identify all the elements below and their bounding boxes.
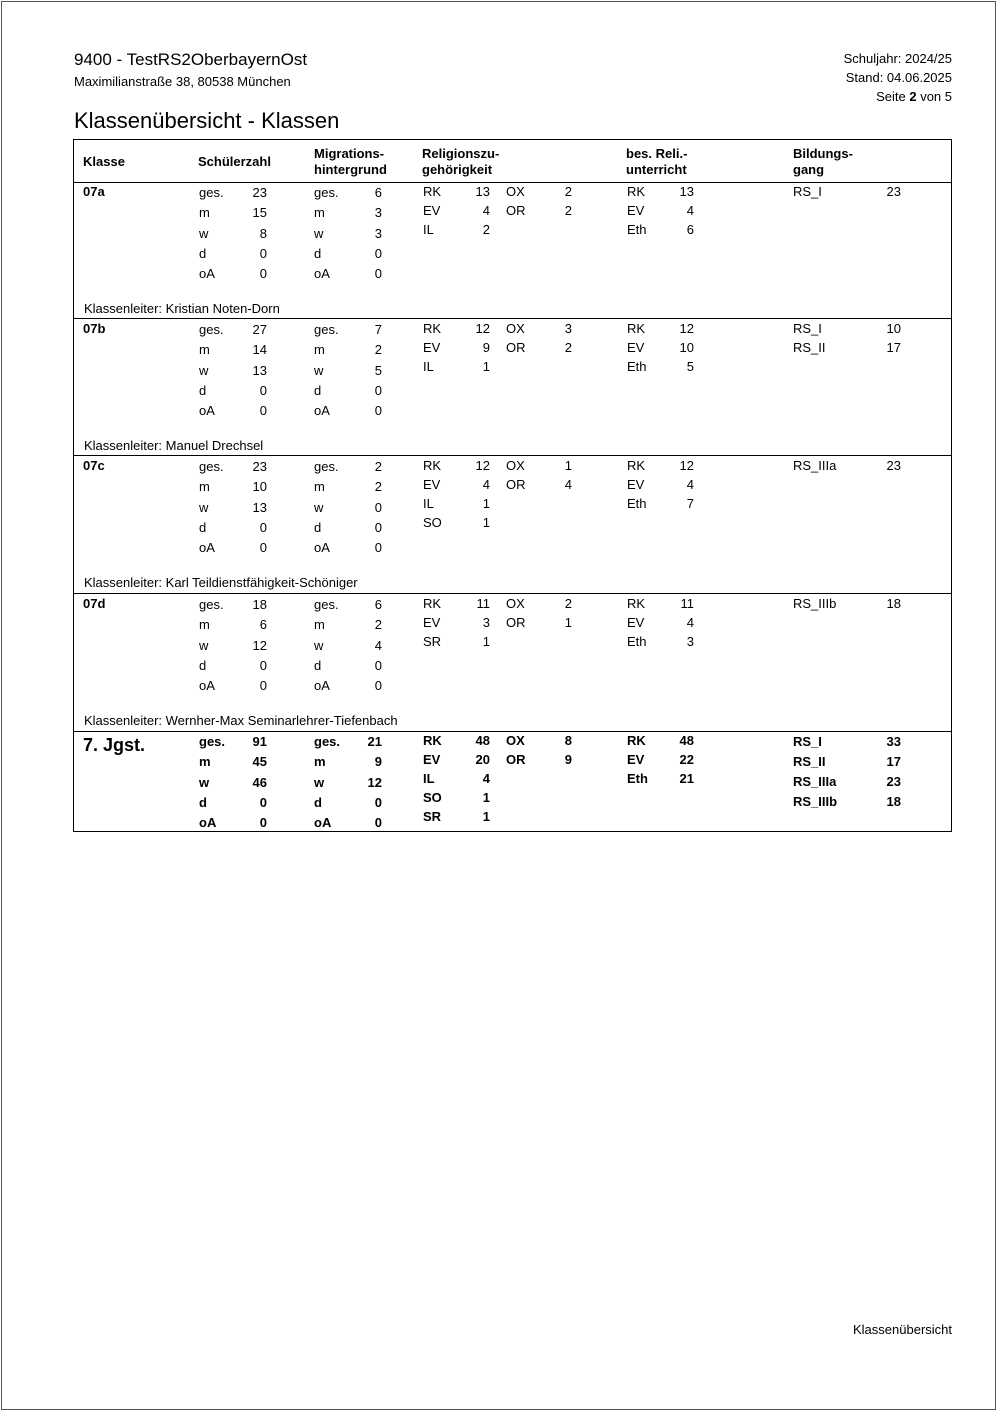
students-label: ges. (199, 734, 226, 749)
besreli-value: 12 (679, 458, 694, 473)
bildung-value: 18 (886, 596, 901, 611)
students-value: 10 (252, 479, 267, 494)
students-value: 46 (252, 775, 267, 790)
students-label: d (199, 520, 207, 535)
migration-label: oA (314, 678, 330, 693)
religion-label: RK (423, 321, 442, 336)
religion-label: IL (423, 496, 434, 511)
religion-value: 12 (475, 321, 490, 336)
total-divider (73, 731, 952, 732)
religion-other-value: 3 (564, 321, 572, 336)
students-label: d (199, 246, 207, 261)
bildung-label: RS_I (793, 734, 822, 749)
students-value: 14 (252, 342, 267, 357)
religion-label: EV (423, 615, 441, 630)
migration-label: m (314, 342, 325, 357)
migration-label: w (314, 500, 324, 515)
besreli-value: 4 (686, 615, 694, 630)
students-value: 8 (259, 226, 267, 241)
migration-value: 21 (367, 734, 382, 749)
besreli-label: EV (627, 752, 645, 767)
students-label: w (199, 226, 209, 241)
besreli-value: 4 (686, 477, 694, 492)
students-value: 0 (259, 815, 267, 830)
bildung-value: 33 (886, 734, 901, 749)
migration-label: oA (314, 815, 332, 830)
students-label: w (199, 638, 209, 653)
migration-label: d (314, 246, 322, 261)
migration-label: w (314, 363, 324, 378)
section-divider (73, 318, 952, 319)
migration-value: 6 (374, 597, 382, 612)
religion-other-label: OX (506, 596, 525, 611)
migration-label: ges. (314, 322, 339, 337)
migration-label: w (314, 638, 324, 653)
migration-label: d (314, 520, 322, 535)
religion-value: 11 (476, 596, 490, 611)
bildung-label: RS_IIIa (793, 774, 837, 789)
religion-other-value: 1 (564, 458, 572, 473)
class-name: 07b (83, 321, 106, 336)
bildung-value: 23 (886, 184, 901, 199)
bildung-label: RS_IIIb (793, 596, 837, 611)
students-value: 0 (259, 795, 267, 810)
migration-value: 0 (374, 500, 382, 515)
students-label: m (199, 754, 211, 769)
bildung-value: 18 (886, 794, 901, 809)
religion-label: IL (423, 359, 434, 374)
class-teacher: Klassenleiter: Karl Teildienstfähigkeit-Schöniger (84, 575, 358, 590)
religion-label: SR (423, 809, 442, 824)
bildung-value: 17 (886, 754, 901, 769)
religion-value: 4 (482, 203, 490, 218)
migration-value: 3 (374, 226, 382, 241)
religion-label: EV (423, 752, 441, 767)
students-label: oA (199, 403, 215, 418)
religion-other-value: 2 (564, 203, 572, 218)
class-name: 07d (83, 596, 106, 611)
col-migration: Migrations- hintergrund (314, 146, 387, 177)
religion-value: 48 (475, 733, 490, 748)
religion-value: 1 (482, 790, 490, 805)
bildung-value: 23 (886, 774, 901, 789)
class-name: 07a (83, 184, 105, 199)
bildung-label: RS_I (793, 184, 822, 199)
students-value: 15 (252, 205, 267, 220)
students-value: 0 (259, 658, 267, 673)
besreli-label: RK (627, 733, 646, 748)
religion-label: EV (423, 203, 441, 218)
migration-value: 0 (374, 520, 382, 535)
religion-other-label: OX (506, 321, 525, 336)
religion-other-label: OX (506, 184, 525, 199)
students-label: d (199, 795, 207, 810)
migration-label: ges. (314, 185, 339, 200)
migration-label: m (314, 617, 325, 632)
migration-value: 0 (374, 403, 382, 418)
students-label: m (199, 205, 210, 220)
migration-label: oA (314, 403, 330, 418)
footer-label: Klassenübersicht (853, 1322, 952, 1337)
religion-value: 1 (482, 809, 490, 824)
religion-other-value: 2 (564, 184, 572, 199)
students-label: m (199, 342, 210, 357)
school-name: 9400 - TestRS2OberbayernOst (74, 50, 308, 69)
migration-value: 0 (374, 678, 382, 693)
besreli-value: 48 (679, 733, 694, 748)
students-value: 6 (259, 617, 267, 632)
religion-value: 4 (482, 771, 490, 786)
besreli-label: EV (627, 615, 645, 630)
migration-label: d (314, 658, 322, 673)
religion-label: RK (423, 458, 442, 473)
bildung-value: 23 (886, 458, 901, 473)
migration-label: ges. (314, 459, 339, 474)
migration-value: 9 (374, 754, 382, 769)
besreli-value: 4 (686, 203, 694, 218)
besreli-value: 21 (679, 771, 694, 786)
migration-label: oA (314, 540, 330, 555)
besreli-value: 11 (680, 596, 694, 611)
besreli-label: Eth (627, 222, 647, 237)
besreli-value: 10 (679, 340, 694, 355)
students-value: 13 (252, 363, 267, 378)
besreli-label: RK (627, 184, 646, 199)
besreli-label: EV (627, 203, 645, 218)
migration-label: ges. (314, 734, 341, 749)
religion-other-label: OR (506, 203, 526, 218)
students-label: m (199, 479, 210, 494)
migration-value: 2 (374, 459, 382, 474)
students-label: oA (199, 540, 215, 555)
col-bildung: Bildungs- gang (793, 146, 853, 177)
migration-value: 0 (374, 246, 382, 261)
migration-label: d (314, 795, 322, 810)
religion-other-label: OR (506, 340, 526, 355)
religion-label: SO (423, 790, 442, 805)
besreli-label: Eth (627, 359, 647, 374)
school-year: Schuljahr: 2024/25 (843, 51, 952, 66)
migration-label: d (314, 383, 322, 398)
religion-label: SR (423, 634, 442, 649)
students-value: 0 (259, 246, 267, 261)
religion-other-label: OR (506, 615, 526, 630)
religion-other-value: 1 (564, 615, 572, 630)
students-value: 0 (259, 678, 267, 693)
migration-value: 0 (374, 658, 382, 673)
religion-value: 12 (475, 458, 490, 473)
migration-label: w (314, 226, 324, 241)
migration-label: ges. (314, 597, 339, 612)
religion-other-label: OX (506, 458, 525, 473)
students-label: ges. (199, 322, 224, 337)
religion-value: 1 (482, 359, 490, 374)
migration-value: 2 (374, 479, 382, 494)
students-label: ges. (199, 597, 224, 612)
religion-other-label: OR (506, 752, 526, 767)
class-teacher: Klassenleiter: Wernher-Max Seminarlehrer-Tiefenbach (84, 713, 398, 728)
class-teacher: Klassenleiter: Kristian Noten-Dorn (84, 301, 280, 316)
migration-value: 0 (374, 795, 382, 810)
students-value: 0 (259, 540, 267, 555)
bildung-label: RS_IIIa (793, 458, 837, 473)
migration-value: 12 (367, 775, 382, 790)
religion-value: 3 (482, 615, 490, 630)
section-divider (73, 593, 952, 594)
col-besreli: bes. Reli.- unterricht (626, 146, 688, 177)
religion-label: EV (423, 477, 441, 492)
migration-label: m (314, 479, 325, 494)
besreli-value: 12 (679, 321, 694, 336)
bildung-label: RS_II (793, 754, 826, 769)
students-label: oA (199, 266, 215, 281)
col-klasse: Klasse (83, 154, 125, 169)
bildung-label: RS_IIIb (793, 794, 838, 809)
religion-other-value: 2 (564, 596, 572, 611)
besreli-label: RK (627, 321, 646, 336)
students-value: 0 (259, 403, 267, 418)
migration-value: 7 (374, 322, 382, 337)
religion-label: RK (423, 733, 442, 748)
migration-value: 3 (374, 205, 382, 220)
religion-label: EV (423, 340, 441, 355)
besreli-value: 5 (686, 359, 694, 374)
students-label: w (199, 775, 210, 790)
students-value: 13 (252, 500, 267, 515)
students-value: 18 (252, 597, 267, 612)
bildung-label: RS_I (793, 321, 822, 336)
class-name: 07c (83, 458, 105, 473)
migration-label: m (314, 754, 326, 769)
besreli-label: EV (627, 477, 645, 492)
students-value: 0 (259, 520, 267, 535)
besreli-value: 3 (686, 634, 694, 649)
bildung-label: RS_II (793, 340, 826, 355)
total-label: 7. Jgst. (83, 735, 146, 755)
bildung-value: 17 (886, 340, 901, 355)
migration-value: 2 (374, 342, 382, 357)
students-value: 45 (252, 754, 267, 769)
migration-value: 2 (374, 617, 382, 632)
students-label: m (199, 617, 210, 632)
migration-value: 5 (374, 363, 382, 378)
migration-value: 0 (374, 815, 382, 830)
besreli-value: 22 (679, 752, 694, 767)
religion-label: IL (423, 771, 435, 786)
class-teacher: Klassenleiter: Manuel Drechsel (84, 438, 264, 453)
students-label: w (199, 500, 209, 515)
students-value: 23 (252, 459, 267, 474)
religion-label: RK (423, 596, 442, 611)
bildung-value: 10 (886, 321, 901, 336)
students-value: 27 (252, 322, 267, 337)
religion-other-value: 9 (564, 752, 572, 767)
religion-other-value: 2 (564, 340, 572, 355)
religion-other-label: OR (506, 477, 526, 492)
migration-value: 4 (374, 638, 382, 653)
section-divider (73, 455, 952, 456)
students-value: 23 (252, 185, 267, 200)
col-religion: Religionszu- gehörigkeit (422, 146, 500, 177)
students-value: 0 (259, 266, 267, 281)
besreli-label: Eth (627, 496, 647, 511)
students-label: ges. (199, 459, 224, 474)
migration-label: m (314, 205, 325, 220)
religion-label: RK (423, 184, 442, 199)
migration-label: oA (314, 266, 330, 281)
besreli-value: 13 (679, 184, 694, 199)
besreli-label: Eth (627, 771, 648, 786)
migration-value: 6 (374, 185, 382, 200)
students-label: oA (199, 815, 217, 830)
students-label: ges. (199, 185, 224, 200)
students-value: 12 (252, 638, 267, 653)
religion-other-value: 8 (564, 733, 572, 748)
religion-label: SO (423, 515, 442, 530)
migration-value: 0 (374, 266, 382, 281)
col-schuelerzahl: Schülerzahl (198, 154, 271, 169)
page-title: Klassenübersicht - Klassen (74, 108, 340, 133)
religion-value: 9 (482, 340, 490, 355)
religion-value: 4 (482, 477, 490, 492)
school-address: Maximilianstraße 38, 80538 München (74, 74, 291, 89)
religion-label: IL (423, 222, 434, 237)
religion-value: 20 (475, 752, 490, 767)
students-label: oA (199, 678, 215, 693)
students-label: d (199, 658, 207, 673)
besreli-value: 6 (686, 222, 694, 237)
students-label: d (199, 383, 207, 398)
page-number: Seite 2 von 5 (876, 89, 952, 104)
besreli-label: RK (627, 596, 646, 611)
migration-value: 0 (374, 540, 382, 555)
religion-value: 1 (482, 515, 490, 530)
besreli-label: RK (627, 458, 646, 473)
religion-other-label: OX (506, 733, 525, 748)
religion-value: 2 (482, 222, 490, 237)
students-value: 0 (259, 383, 267, 398)
report-date: Stand: 04.06.2025 (845, 70, 952, 85)
religion-value: 1 (482, 496, 490, 511)
students-label: w (199, 363, 209, 378)
religion-value: 13 (475, 184, 490, 199)
header-divider (73, 182, 952, 183)
besreli-value: 7 (686, 496, 694, 511)
besreli-label: Eth (627, 634, 647, 649)
migration-label: w (314, 775, 325, 790)
religion-value: 1 (482, 634, 490, 649)
students-value: 91 (252, 734, 267, 749)
migration-value: 0 (374, 383, 382, 398)
religion-other-value: 4 (564, 477, 572, 492)
besreli-label: EV (627, 340, 645, 355)
